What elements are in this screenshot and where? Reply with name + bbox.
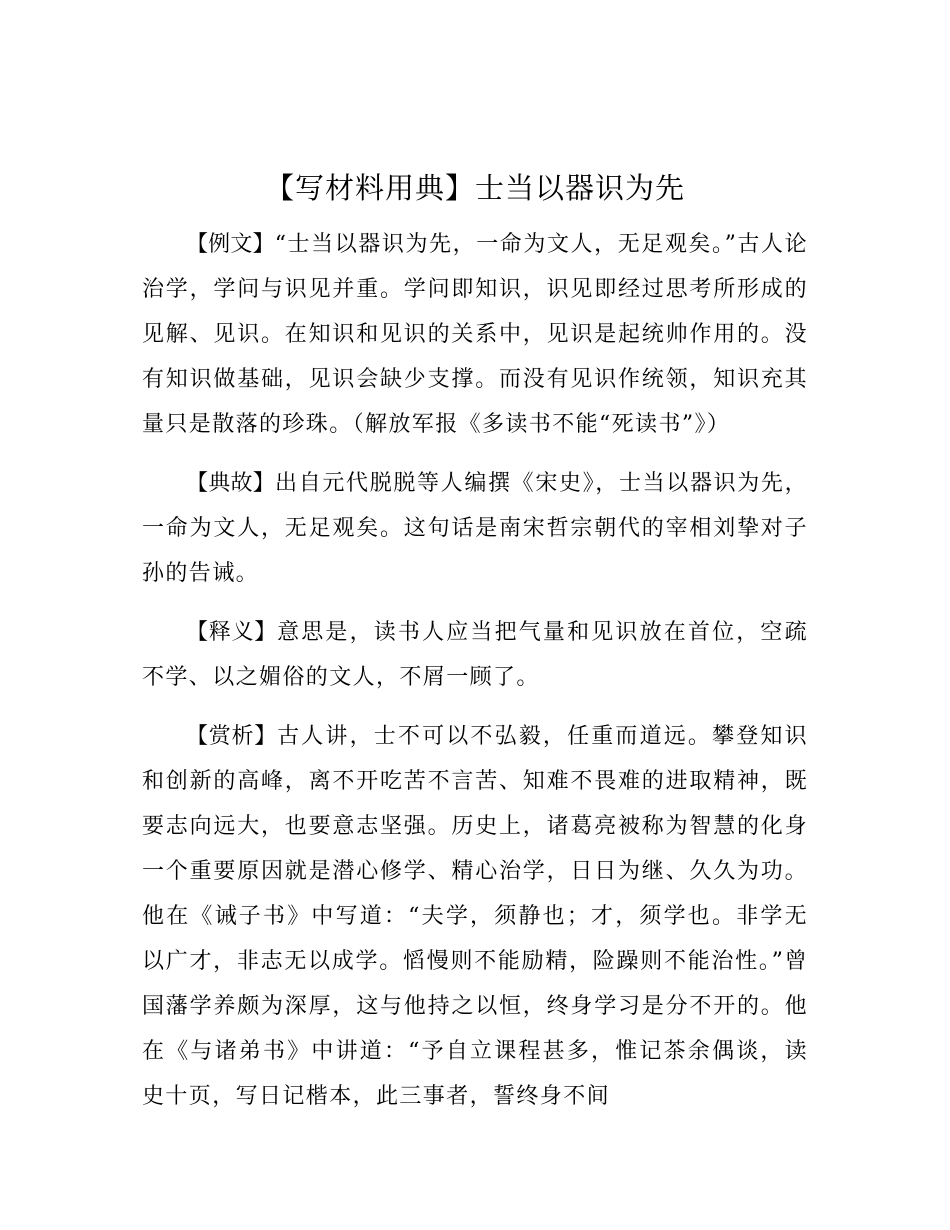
paragraph-tag: 【释义】: [186, 620, 278, 645]
paragraph-tag: 【赏析】: [186, 724, 278, 749]
document-body: [142, 222, 808, 1133]
paragraph-appreciation: [142, 714, 808, 1119]
paragraph-text: “士当以器识为先，一命为文人，无足观矣。”古人论治学，学问与识见并重。学问即知识，识见即经过思考所形成的见解、见识。在知识和见识的关系中，见识是起统帅作用的。没有知识做基础，见识会缺少支撑。而没有见识作统领，知识充其量只是散落的珍珠。（解放军报《多读书不能“死读书”》）: [142, 232, 808, 437]
document-title: 【写材料用典】士当以器识为先: [264, 171, 685, 205]
paragraph-meaning: [142, 610, 808, 700]
paragraph-example: [142, 222, 808, 447]
paragraph-tag: 【典故】: [186, 471, 276, 496]
paragraph-text: 古人讲，士不可以不弘毅，任重而道远。攀登知识和创新的高峰，离不开吃苦不言苦、知难不畏难的进取精神，既要志向远大，也要意志坚强。历史上，诸葛亮被称为智慧的化身一个重要原因就是潜心修学、精心治学，日日为继、久久为功。他在《诫子书》中写道：“夫学，须静也；才，须学也。非学无以广才，非志无以成学。慆慢则不能励精，险躁则不能治性。”曾国藩学养颇为深厚，这与他持之以恒，终身学习是分不开的。他在《与诸弟书》中讲道：“予自立课程甚多，惟记茶余偶谈，读史十页，写日记楷本，此三事者，誓终身不间: [142, 724, 808, 1109]
paragraph-allusion: [142, 461, 808, 596]
paragraph-text: 出自元代脱脱等人编撰《宋史》，士当以器识为先，一命为文人，无足观矣。这句话是南宋哲宗朝代的宰相刘挚对子孙的告诫。: [142, 471, 808, 586]
paragraph-tag: 【例文】: [186, 232, 275, 257]
paragraph-text: 意思是，读书人应当把气量和见识放在首位，空疏不学、以之媚俗的文人，不屑一顾了。: [142, 620, 808, 690]
